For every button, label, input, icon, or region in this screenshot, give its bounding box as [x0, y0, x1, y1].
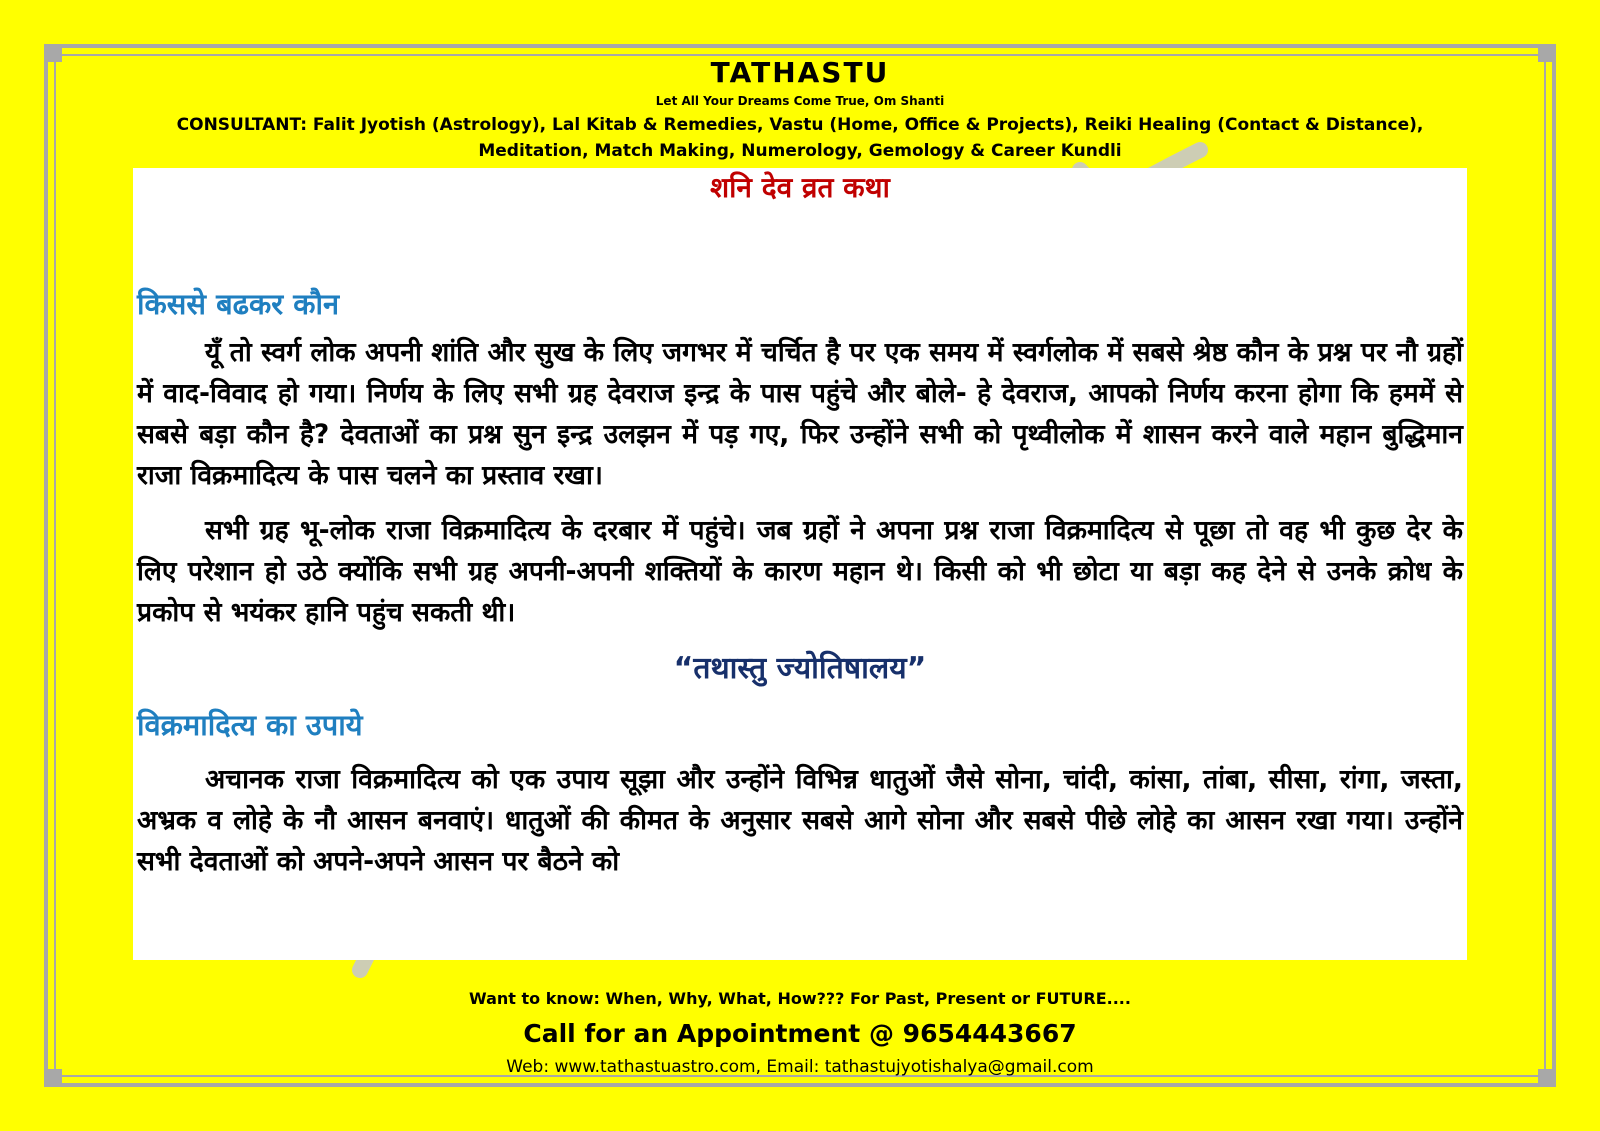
paragraph-1: यूँ तो स्वर्ग लोक अपनी शांति और सुख के लिए जगभर में चर्चित है पर एक समय में स्वर्गलोक में सबसे श्रेष्ठ कौन के प्रश्न पर नौ ग्रहों में वाद-विवाद हो गया। निर्णय के लिए सभी ग्रह देवराज इन्द्र के पास पहुंचे और बोले- हे देवराज, आपको निर्णय करना होगा कि हममें से सबसे बड़ा कौन है? देवताओं का प्रश्न सुन इन्द्र उलझन में पड़ गए, फिर उन्होंने सभी को पृथ्वीलोक में शासन करने वाले महान बुद्धिमान राजा विक्रमादित्य के पास चलने का प्रस्ताव रखा।: [137, 337, 1463, 491]
consultant-services: CONSULTANT: Falit Jyotish (Astrology), Lal Kitab & Remedies, Vastu (Home, Office & Projects), Reiki Healing (Contact & Distance), Meditation, Match Making, Numerology, Gemology & Career Kundli: [176, 115, 1424, 161]
section-heading-2: विक्रमादित्य का उपाये: [137, 708, 363, 742]
footer-call: Call for an Appointment @ 9654443667: [523, 1019, 1077, 1048]
section-heading-1: किससे बढकर कौन: [137, 287, 340, 321]
footer-web-email: Web: www.tathastuastro.com, Email: tathastujyotishalya@gmail.com: [506, 1057, 1094, 1077]
letterhead: [0, 56, 1600, 164]
paragraph-2: सभी ग्रह भू-लोक राजा विक्रमादित्य के दरबार में पहुंचे। जब ग्रहों ने अपना प्रश्न राजा विक्रमादित्य से पूछा तो वह भी कुछ देर के लिए परेशान हो उठे क्योंकि सभी ग्रह अपनी-अपनी शक्तियों के कारण महान थे। किसी को भी छोटा या बड़ा कह देने से उनके क्रोध के प्रकोप से भयंकर हानि पहुंच सकती थी।: [137, 515, 1463, 628]
footer: [0, 988, 1600, 1079]
tagline: Let All Your Dreams Come True, Om Shanti: [655, 94, 945, 108]
document-title: शनि देव व्रत कथा: [710, 171, 890, 204]
brand-name: TATHASTU: [710, 56, 890, 89]
center-quote: “तथास्तु ज्योतिषालय”: [673, 651, 927, 686]
document-body: [133, 168, 1467, 960]
footer-question: Want to know: When, Why, What, How??? For Past, Present or FUTURE....: [469, 989, 1131, 1008]
spacer: [137, 208, 1463, 284]
paragraph-3: अचानक राजा विक्रमादित्य को एक उपाय सूझा और उन्होंने विभिन्न धातुओं जैसे सोना, चांदी, कांसा, तांबा, सीसा, रांगा, जस्ता, अभ्रक व लोहे के नौ आसन बनवाएं। धातुओं की कीमत के अनुसार सबसे आगे सोना और सबसे पीछे लोहे का आसन रखा गया। उन्होंने सभी देवताओं को अपने-अपने आसन पर बैठने को: [137, 764, 1463, 877]
